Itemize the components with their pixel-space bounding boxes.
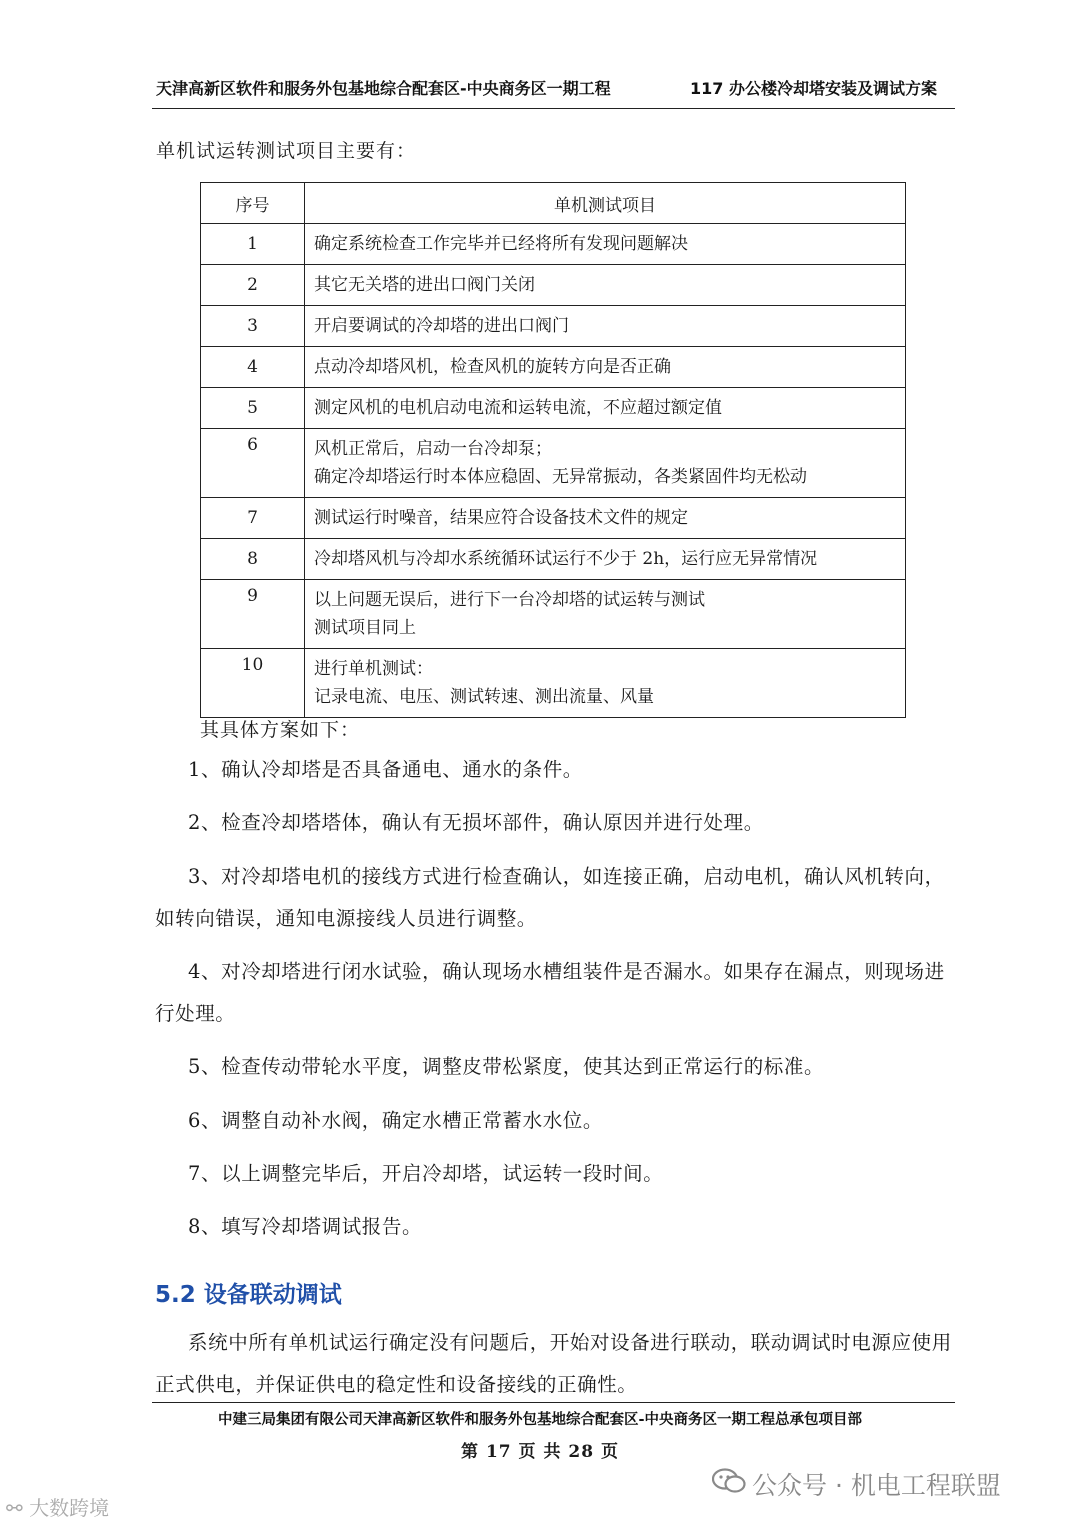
section-heading: 5.2 设备联动调试: [155, 1282, 342, 1308]
watermark-source-text: 大数跨境: [29, 1496, 110, 1520]
table-row: [201, 347, 906, 388]
plan-label: 其具体方案如下：: [200, 719, 361, 741]
section-body: 系统中所有单机试运行确定没有问题后，开始对设备进行联动，联动调试时电源应使用正式供电，并保证供电的稳定性和设备接线的正确性。: [155, 1331, 952, 1396]
header-rule: [152, 108, 955, 109]
row-item: [305, 265, 906, 306]
column-header-number: 序号: [201, 183, 305, 224]
table-row: [201, 224, 906, 265]
watermark-wechat: [714, 1466, 1001, 1502]
row-number: 9: [201, 580, 305, 649]
row-item-line: 以上问题无误后，进行下一台冷却塔的试运转与测试: [314, 590, 705, 610]
row-item-line: 其它无关塔的进出口阀门关闭: [314, 275, 535, 295]
row-item-line: 冷却塔风机与冷却水系统循环试运行不少于 2h，运行应无异常情况: [314, 549, 818, 569]
table-row: [201, 265, 906, 306]
row-item: [305, 388, 906, 429]
plan-step-5: 5、检查传动带轮水平度，调整皮带松紧度，使其达到正常运行的标准。: [188, 1055, 825, 1078]
row-number: 1: [201, 224, 305, 265]
row-number: 6: [201, 429, 305, 498]
row-item-line: 开启要调试的冷却塔的进出口阀门: [314, 316, 569, 336]
plan-step-1: 1、确认冷却塔是否具备通电、通水的条件。: [188, 758, 583, 781]
footer-rule: [152, 1402, 955, 1403]
table-header-row: [201, 183, 906, 224]
watermark-source: [6, 1492, 109, 1521]
plan-step-8: 8、填写冷却塔调试报告。: [188, 1215, 423, 1238]
table-row: [201, 498, 906, 539]
page-number: 第 17 页 共 28 页: [461, 1442, 619, 1462]
row-number: 7: [201, 498, 305, 539]
plan-step-2: 2、检查冷却塔塔体，确认有无损坏部件，确认原因并进行处理。: [188, 811, 764, 834]
table-row: [201, 649, 906, 718]
table-intro: 单机试运转测试项目主要有：: [156, 140, 417, 162]
row-number: 4: [201, 347, 305, 388]
test-items-table: [200, 182, 906, 718]
row-item-line: 点动冷却塔风机，检查风机的旋转方向是否正确: [314, 357, 671, 377]
row-item: [305, 649, 906, 718]
row-item: [305, 347, 906, 388]
row-item: [305, 498, 906, 539]
row-item: [305, 539, 906, 580]
table-row: [201, 388, 906, 429]
header-project-title: 天津高新区软件和服务外包基地综合配套区-中央商务区一期工程: [156, 79, 611, 98]
row-item-line: 确定冷却塔运行时本体应稳固、无异常振动，各类紧固件均无松动: [314, 467, 807, 487]
table-row: [201, 539, 906, 580]
row-item: [305, 429, 906, 498]
row-number: 2: [201, 265, 305, 306]
row-item-line: 测定风机的电机启动电流和运转电流，不应超过额定值: [314, 398, 722, 418]
footer-organization: 中建三局集团有限公司天津高新区软件和服务外包基地综合配套区-中央商务区一期工程总承包项目部: [217, 1412, 862, 1428]
row-item-line: 记录电流、电压、测试转速、测出流量、风量: [314, 687, 654, 707]
plan-step-4: 4、对冷却塔进行闭水试验，确认现场水槽组装件是否漏水。如果存在漏点，则现场进行处理。: [155, 960, 945, 1025]
row-item: [305, 306, 906, 347]
plan-step-7: 7、以上调整完毕后，开启冷却塔，试运转一段时间。: [188, 1162, 664, 1185]
header-document-title: 117 办公楼冷却塔安装及调试方案: [690, 79, 937, 98]
table-row: [201, 306, 906, 347]
wechat-icon: [712, 1468, 746, 1494]
plan-step-3: 3、对冷却塔电机的接线方式进行检查确认，如连接正确，启动电机，确认风机转向，如转向错误，通知电源接线人员进行调整。: [155, 865, 945, 930]
row-number: 5: [201, 388, 305, 429]
row-item-line: 测试运行时噪音，结果应符合设备技术文件的规定: [314, 508, 688, 528]
row-item-line: 进行单机测试：: [314, 659, 433, 679]
row-item: [305, 224, 906, 265]
row-item-line: 风机正常后，启动一台冷却泵；: [314, 439, 552, 459]
row-number: 8: [201, 539, 305, 580]
watermark-wechat-text: 公众号 · 机电工程联盟: [752, 1471, 1001, 1500]
table-row: [201, 580, 906, 649]
row-number: 10: [201, 649, 305, 718]
row-number: 3: [201, 306, 305, 347]
row-item-line: 测试项目同上: [314, 618, 416, 638]
chain-link-icon: ⚯: [6, 1496, 30, 1520]
row-item: [305, 580, 906, 649]
table-row: [201, 429, 906, 498]
column-header-item: 单机测试项目: [305, 183, 906, 224]
plan-step-6: 6、调整自动补水阀，确定水槽正常蓄水水位。: [188, 1109, 604, 1132]
row-item-line: 确定系统检查工作完毕并已经将所有发现问题解决: [314, 234, 688, 254]
